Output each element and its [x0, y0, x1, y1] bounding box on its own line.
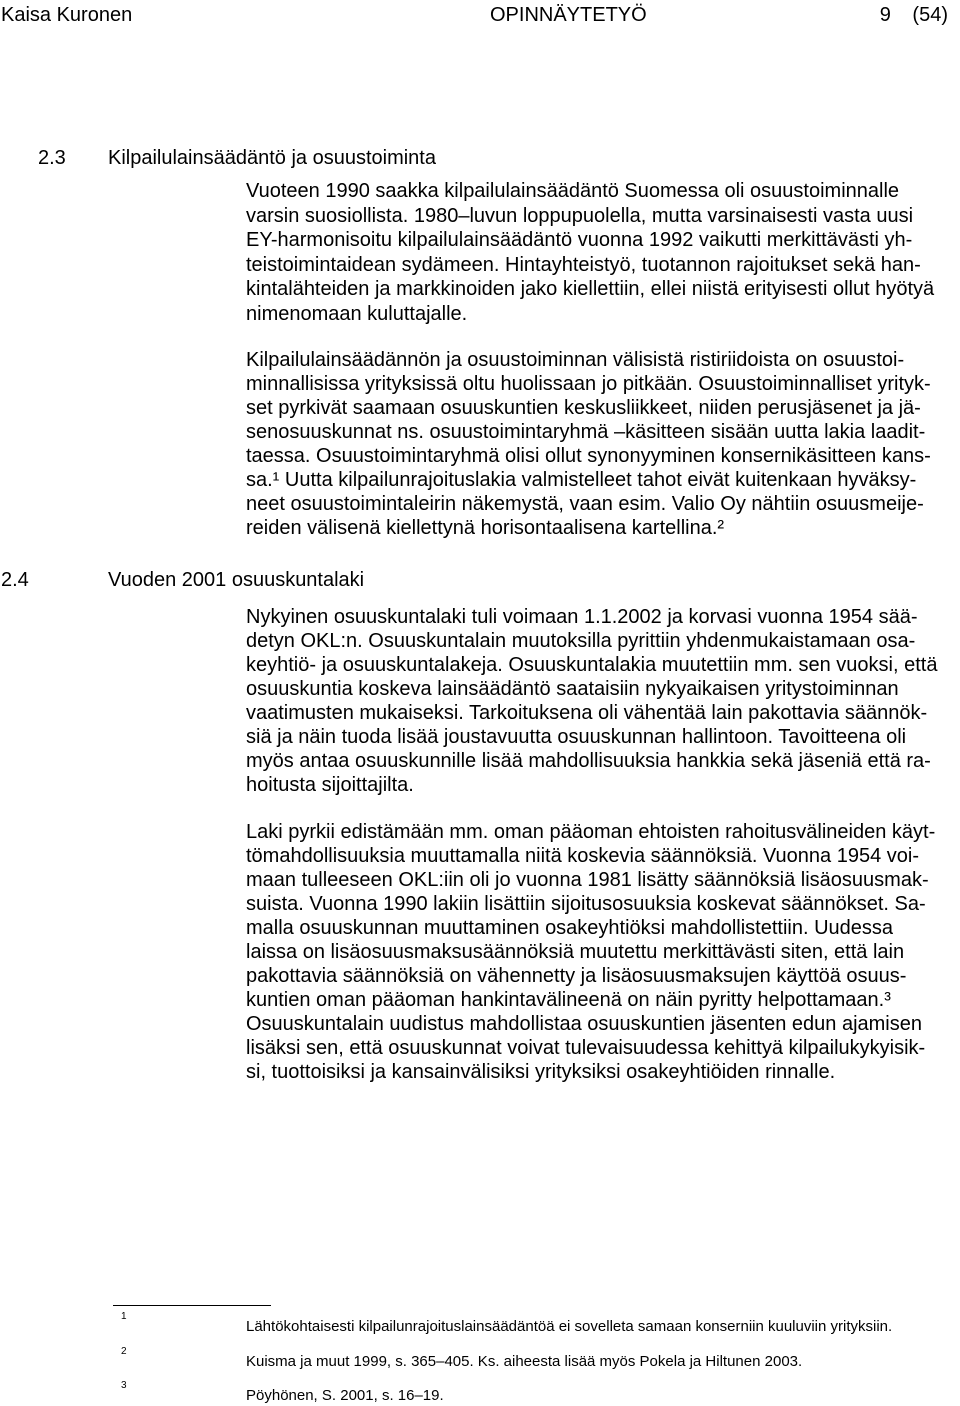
paragraph-line: si, tuottoisiksi ja kansainvälisiksi yrityksiksi osakeyhtiöiden rinnalle. [246, 1061, 836, 1083]
section-title: Kilpailulainsäädäntö ja osuustoiminta [108, 147, 436, 169]
paragraph-line: Laki pyrkii edistämään mm. oman pääoman ehtoisten rahoitusvälineiden käyt- [246, 821, 936, 843]
section-heading [0, 146, 960, 170]
page-header [0, 3, 960, 27]
paragraph-line: Osuuskuntalain uudistus mahdollistaa osuuskuntien jäsenten edun ajamisen [246, 1013, 922, 1035]
paragraph-line: kuntien oman pääoman hankintavälineenä on näin pyritty helpottamaan.³ [246, 989, 891, 1011]
paragraph-line: taessa. Osuustoimintaryhmä olisi ollut synonyyminen konsernikäsitteen kans- [246, 445, 931, 467]
paragraph-line: laissa on lisäosuusmaksusäännöksiä muutettu merkittävästi siten, että lain [246, 941, 905, 963]
footnote [0, 1311, 960, 1336]
footnote-number: 2 [121, 1346, 127, 1357]
paragraph-line: kintalähteiden ja markkinoiden jako kiellettiin, ellei niistä erityisesti ollut hyötyä [246, 278, 935, 301]
section-heading [0, 568, 960, 592]
paragraph-line: keyhtiö- ja osuuskuntalakeja. Osuuskuntalakia muutettiin mm. sen vuoksi, että [246, 654, 938, 676]
paragraph-line: pakottavia säännöksiä on vähennetty ja lisäosuusmaksujen käyttöä osuus- [246, 965, 907, 987]
paragraph-line: minnallisissa yrityksissä oltu huolissaan jo pitkään. Osuustoiminnalliset yrityk- [246, 373, 931, 395]
header-document-type: OPINNÄYTETYÖ [490, 4, 647, 26]
paragraph-line: maan tulleeseen OKL:iin oli jo vuonna 1981 lisätty säännöksiä lisäosuusmak- [246, 869, 929, 891]
footnote [0, 1380, 960, 1405]
section-number: 2.4 [1, 569, 29, 591]
paragraph [246, 348, 960, 540]
footnote-text: Kuisma ja muut 1999, s. 365–405. Ks. aiheesta lisää myös Pokela ja Hiltunen 2003. [246, 1353, 803, 1370]
paragraph-line: sa.¹ Uutta kilpailunrajoituslakia valmistelleet tahot eivät kuitenkaan hyväksy- [246, 469, 917, 491]
footnote-text: Lähtökohtaisesti kilpailunrajoituslainsäädäntöä ei sovelleta samaan konserniin kuuluviin yrityksiin. [246, 1318, 893, 1335]
footnote [0, 1346, 960, 1371]
paragraph-line: Nykyinen osuuskuntalaki tuli voimaan 1.1.2002 ja korvasi vuonna 1954 sää- [246, 606, 918, 628]
paragraph-line: suista. Vuonna 1990 lakiin lisättiin sijoitusosuuksia koskevat säännökset. Sa- [246, 893, 926, 915]
paragraph-line: osuuskuntia koskeva lainsäädäntö saataisiin nykyaikaisen yritystoiminnan [246, 678, 899, 700]
paragraph-line: malla osuuskunnan muuttaminen osakeyhtiöksi mahdollistettiin. Uudessa [246, 917, 894, 939]
paragraph-line: lisäksi sen, että osuuskunnat voivat tulevaisuudessa kehittyä kilpailukykyisik- [246, 1037, 926, 1059]
paragraph-line: senosuuskunnat ns. osuustoimintaryhmä –käsitteen sisään uutta lakia laadit- [246, 421, 926, 443]
paragraph-line: detyn OKL:n. Osuuskuntalain muutoksilla pyrittiin yhdenmukaistamaan osa- [246, 630, 916, 652]
paragraph-line: reiden välisenä kiellettynä horisontaalisena kartellina.² [246, 517, 725, 539]
paragraph-line: myös antaa osuuskunnille lisää mahdollisuuksia hankkia sekä jäseniä että ra- [246, 750, 931, 772]
paragraph-line: EY-harmonisoitu kilpailulainsäädäntö vuonna 1992 vaikutti merkittävästi yh- [246, 229, 913, 252]
paragraph [246, 605, 960, 797]
paragraph-line: teistoimintaidean sydämeen. Hintayhteistyö, tuotannon rajoitukset sekä han- [246, 253, 921, 276]
paragraph-line: vaatimusten mukaiseksi. Tarkoituksena oli vähentää lain pakottavia säännök- [246, 702, 928, 724]
paragraph-line: Vuoteen 1990 saakka kilpailulainsäädäntö Suomessa oli osuustoiminnalle [246, 180, 900, 202]
footnote-separator [113, 1305, 271, 1306]
section-number: 2.3 [38, 147, 66, 169]
paragraph-line: neet osuustoimintaleirin näkemystä, vaan esim. Valio Oy nähtiin osuusmeije- [246, 493, 924, 515]
paragraph-line: tömahdollisuuksia muuttamalla niitä koskevia säännöksiä. Vuonna 1954 voi- [246, 845, 919, 867]
footnote-number: 3 [121, 1380, 127, 1391]
header-page-number: 9 (54) [879, 4, 948, 26]
section-title: Vuoden 2001 osuuskuntalaki [108, 569, 365, 591]
footnote-number: 1 [121, 1311, 127, 1322]
header-author: Kaisa Kuronen [1, 4, 133, 26]
paragraph-line: Kilpailulainsäädännön ja osuustoiminnan välisistä ristiriidoista on osuustoi- [246, 349, 905, 371]
paragraph-line: set pyrkivät saamaan osuuskuntien keskusliikkeet, niiden perusjäsenet ja jä- [246, 397, 921, 419]
paragraph [246, 820, 960, 1084]
footnote-text: Pöyhönen, S. 2001, s. 16–19. [246, 1387, 444, 1404]
paragraph-line: hoitusta sijoittajilta. [246, 774, 414, 796]
paragraph [246, 179, 960, 327]
paragraph-line: varsin suosiollista. 1980–luvun loppupuolella, mutta varsinaisesti vasta uusi [246, 204, 914, 227]
paragraph-line: siä ja näin tuoda lisää joustavuutta osuuskunnan hallintoon. Tavoitteena oli [246, 726, 907, 748]
paragraph-line: nimenomaan kuluttajalle. [246, 302, 468, 325]
